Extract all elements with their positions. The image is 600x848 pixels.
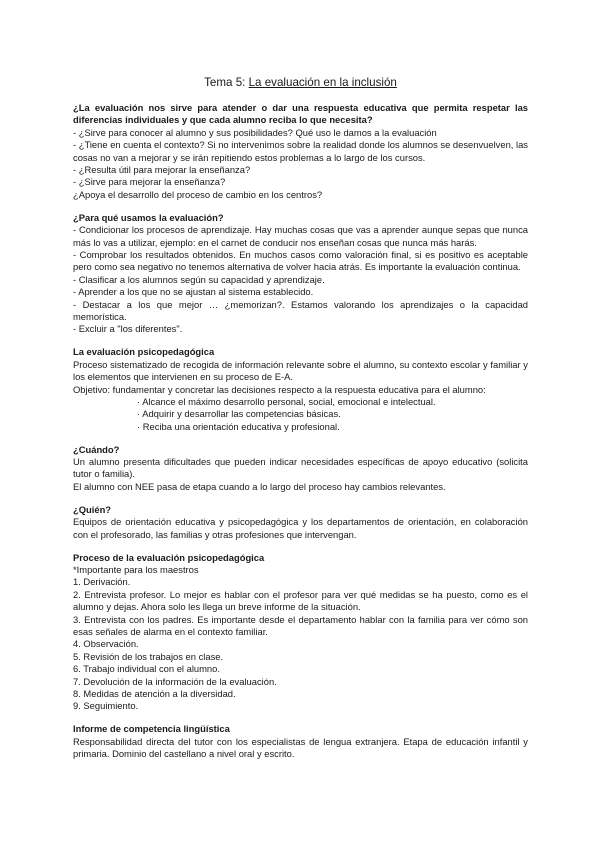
list-item: - ¿Resulta útil para mejorar la enseñanza? <box>73 164 251 176</box>
section-heading: ¿Para qué usamos la evaluación? <box>73 211 224 223</box>
page-title <box>73 76 528 90</box>
paragraph: El alumno con NEE pasa de etapa cuando a lo largo del proceso hay cambios relevantes. <box>73 480 446 492</box>
list-item: - Clasificar a los alumnos según su capacidad y aprendizaje. <box>73 273 325 285</box>
list-item: · Adquirir y desarrollar las competencias básicas. <box>137 408 341 420</box>
title-prefix: Tema 5: <box>204 76 249 89</box>
list-item: - Condicionar los procesos de aprendizaje. Hay muchas cosas que vas a aprender aunque sepas que nunca más lo vas a utilizar, ejemplo: en el carnet de conducir nos enseñan cosas que nunca más harás. <box>73 224 528 248</box>
list-item: · Reciba una orientación educativa y profesional. <box>137 420 340 432</box>
section-when <box>73 444 528 494</box>
section-evaluation-process <box>73 552 528 713</box>
section-heading: ¿La evaluación nos sirve para atender o dar una respuesta educativa que permita respetar las diferencias individuales y que cada alumno reciba lo que necesita? <box>73 102 528 126</box>
list-item: 4. Observación. <box>73 638 139 650</box>
list-item: - Excluir a "los diferentes". <box>73 323 183 335</box>
list-item: 9. Seguimiento. <box>73 700 139 712</box>
list-item: 7. Devolución de la información de la evaluación. <box>73 675 277 687</box>
section-heading: ¿Cuándo? <box>73 443 120 455</box>
list-item: - Aprender a los que no se ajustan al sistema establecido. <box>73 286 314 298</box>
title-main: La evaluación en la inclusión <box>248 76 397 89</box>
paragraph: Proceso sistematizado de recogida de información relevante sobre el alumno, su contexto escolar y familiar y los elementos que intervienen en su proceso de E-A. <box>73 358 528 383</box>
list-item: 6. Trabajo individual con el alumno. <box>73 663 220 675</box>
list-item: 3. Entrevista con los padres. Es importante desde el departamento hablar con la familia para ver cómo son esas señales de alarma en el contexto familiar. <box>73 613 528 637</box>
section-heading: Informe de competencia lingüística <box>73 723 230 735</box>
list-item: - Destacar a los que mejor … ¿memorizan?. Estamos valorando los aprendizajes o la capacidad memorística. <box>73 298 528 322</box>
section-uses-of-evaluation <box>73 212 528 336</box>
section-evaluation-questions <box>73 102 528 201</box>
paragraph: Equipos de orientación educativa y psicopedagógica y los departamentos de orientación, en colaboración con el profesorado, las familias y otras profesiones que intervengan. <box>73 516 528 540</box>
section-who <box>73 504 528 541</box>
list-item: · Alcance el máximo desarrollo personal, social, emocional e intelectual. <box>137 395 436 407</box>
section-psychopedagogical-evaluation <box>73 346 528 433</box>
list-item: - ¿Tiene en cuenta el contexto? Si no intervenimos sobre la realidad donde los alumnos se desenvuelven, las cosas no van a mejorar y se irán repitiendo estos problemas a lo largo de los cursos. <box>73 139 528 163</box>
list-item: - ¿Sirve para mejorar la enseñanza? <box>73 176 226 188</box>
paragraph: Un alumno presenta dificultades que pueden indicar necesidades específicas de apoyo educativo (solicita tutor o familia). <box>73 456 528 480</box>
list-item: - Comprobar los resultados obtenidos. En muchos casos como valoración final, si es positivo es aceptable pero como sea negativo no tenemos alternativa de volver hacia atrás. Es importante la evaluación continua. <box>73 248 528 273</box>
list-item: - ¿Sirve para conocer al alumno y sus posibilidades? Qué uso le damos a la evaluación <box>73 126 437 138</box>
paragraph: Responsabilidad directa del tutor con los especialistas de lengua extranjera. Etapa de educación infantil y primaria. Dominio del castellano a nivel oral y escrito. <box>73 735 528 760</box>
section-heading: La evaluación psicopedagógica <box>73 346 215 358</box>
list-item: 5. Revisión de los trabajos en clase. <box>73 650 224 662</box>
section-heading: ¿Quién? <box>73 503 112 515</box>
list-item: 1. Derivación. <box>73 576 131 588</box>
section-heading: Proceso de la evaluación psicopedagógica <box>73 551 265 563</box>
objective-text: Objetivo: fundamentar y concretar las decisiones respecto a la respuesta educativa para el alumno: <box>73 383 486 395</box>
list-item: ¿Apoya el desarrollo del proceso de cambio en los centros? <box>73 188 323 200</box>
list-item: 8. Medidas de atención a la diversidad. <box>73 687 236 699</box>
section-linguistic-competence <box>73 723 528 760</box>
list-item: 2. Entrevista profesor. Lo mejor es hablar con el profesor para ver qué medidas se ha puesto, como es el alumno y dejas. Ahora solo les llega un breve informe de la situación. <box>73 588 528 613</box>
note-text: *Importante para los maestros <box>73 563 199 575</box>
